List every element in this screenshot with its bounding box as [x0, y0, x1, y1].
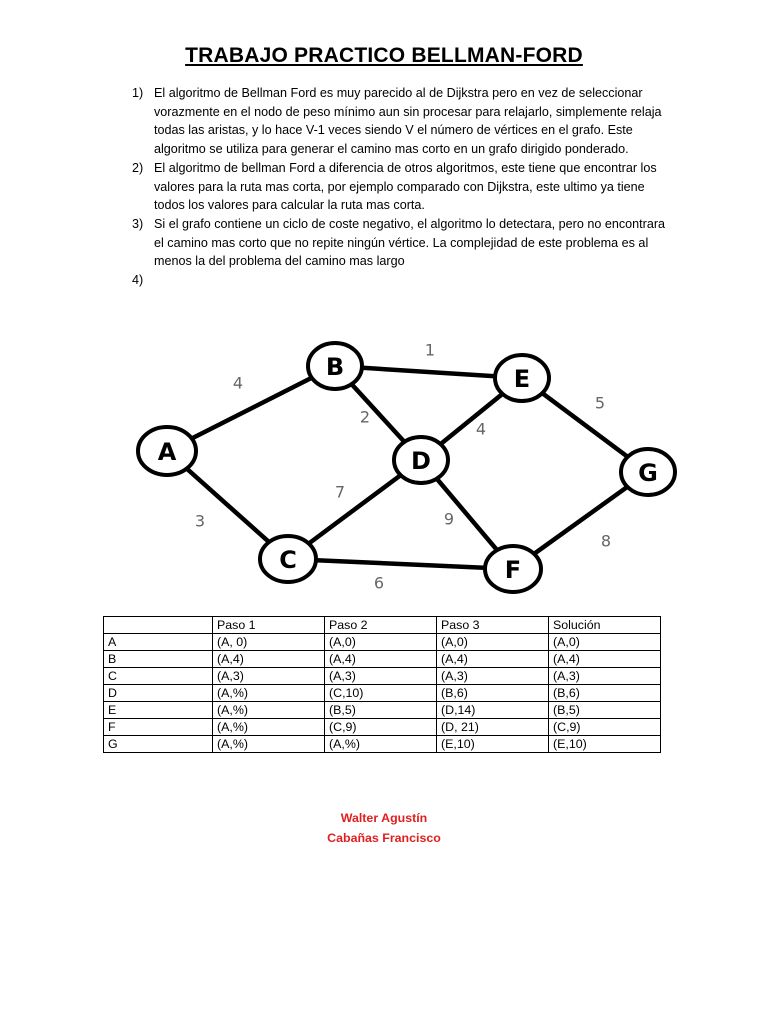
weight-b-d: 2: [359, 407, 371, 427]
table-cell: (A, 0): [213, 634, 325, 651]
table-cell: (A,4): [325, 651, 437, 668]
weight-c-f: 6: [373, 573, 385, 593]
column-header: Paso 1: [213, 617, 325, 634]
weight-b-e: 1: [424, 340, 436, 360]
weight-a-c: 3: [194, 511, 206, 531]
table-row: [104, 668, 661, 685]
list-item: [132, 84, 672, 159]
list-item: [132, 159, 672, 215]
table-row: [104, 651, 661, 668]
list-item: [132, 215, 672, 271]
table-cell: (A,%): [213, 685, 325, 702]
weight-c-d: 7: [334, 482, 346, 502]
table-cell: E: [104, 702, 213, 719]
table-cell: (E,10): [437, 736, 549, 753]
column-header: Solución: [549, 617, 661, 634]
table-cell: (C,9): [549, 719, 661, 736]
item-text: El algoritmo de Bellman Ford es muy parecido al de Dijkstra pero en vez de seleccionar vorazmente en el nodo de peso mínimo aun sin procesar para relajarlo, simplemente relaja todas las aristas, y lo hace V-1 veces siendo V el número de vértices en el grafo. Este algoritmo se utiliza para generar el camino mas corto en un grafo dirigido ponderado.: [154, 86, 662, 157]
weight-a-b: 4: [232, 373, 244, 393]
table-cell: (A,0): [549, 634, 661, 651]
table-row: [104, 634, 661, 651]
answer-list: [132, 84, 672, 290]
node-label-e: E: [513, 365, 531, 393]
authors-block: [0, 808, 768, 848]
table-cell: (A,0): [437, 634, 549, 651]
node-label-b: B: [325, 353, 345, 381]
weight-d-f: 9: [443, 509, 455, 529]
node-label-c: C: [279, 546, 297, 574]
table-cell: (B,5): [325, 702, 437, 719]
table-cell: (A,4): [437, 651, 549, 668]
author-name: Walter Agustín: [340, 811, 428, 825]
table-cell: (A,%): [213, 719, 325, 736]
item-text: El algoritmo de bellman Ford a diferencia de otros algoritmos, este tiene que encontrar los valores para la ruta mas corta, por ejemplo comparado con Dijkstra, este ultimo ya tiene todos los valores para calcular la ruta mas corta.: [154, 160, 657, 213]
edge-c-f: [288, 559, 513, 569]
table-cell: (A,0): [325, 634, 437, 651]
table-row: [104, 736, 661, 753]
bellman-ford-table: [103, 616, 661, 753]
table-header-row: [104, 617, 661, 634]
page-title: TRABAJO PRACTICO BELLMAN-FORD: [185, 44, 583, 67]
table-cell: A: [104, 634, 213, 651]
weight-e-g: 5: [594, 393, 606, 413]
node-label-a: A: [157, 438, 177, 466]
column-header: Paso 2: [325, 617, 437, 634]
weight-d-e: 4: [475, 419, 487, 439]
table-cell: F: [104, 719, 213, 736]
item-text: [154, 271, 672, 290]
table-cell: (A,3): [437, 668, 549, 685]
table-cell: (A,3): [549, 668, 661, 685]
table-cell: (A,%): [325, 736, 437, 753]
table-cell: (A,%): [213, 702, 325, 719]
table-cell: B: [104, 651, 213, 668]
table-cell: (E,10): [549, 736, 661, 753]
table-cell: (B,6): [437, 685, 549, 702]
table-row: [104, 685, 661, 702]
table-cell: G: [104, 736, 213, 753]
list-item: [132, 271, 672, 290]
node-label-f: F: [504, 556, 522, 584]
table-cell: (A,%): [213, 736, 325, 753]
table-cell: (A,4): [213, 651, 325, 668]
table-row: [104, 719, 661, 736]
item-number: 3): [132, 216, 144, 231]
table-cell: (A,3): [325, 668, 437, 685]
table-cell: D: [104, 685, 213, 702]
item-number: 2): [132, 160, 144, 175]
node-label-g: G: [638, 459, 658, 487]
item-number: 4): [132, 273, 144, 288]
table-row: [104, 702, 661, 719]
table-cell: (A,3): [213, 668, 325, 685]
table-cell: (B,5): [549, 702, 661, 719]
table-cell: (D,14): [437, 702, 549, 719]
table-cell: C: [104, 668, 213, 685]
table-cell: (C,9): [325, 719, 437, 736]
item-number: 1): [132, 86, 144, 100]
item-text: Si el grafo contiene un ciclo de coste negativo, el algoritmo lo detectara, pero no encontrara el camino mas corto que no repite ningún vértice. La complejidad de este problema es al menos la del problema del camino mas largo: [154, 216, 666, 269]
table-cell: (D, 21): [437, 719, 549, 736]
column-header: [104, 617, 213, 634]
table-cell: (C,10): [325, 685, 437, 702]
table-cell: (A,4): [549, 651, 661, 668]
node-label-d: D: [411, 447, 431, 475]
table-cell: (B,6): [549, 685, 661, 702]
column-header: Paso 3: [437, 617, 549, 634]
graph-diagram: [0, 330, 768, 600]
weight-f-g: 8: [600, 531, 612, 551]
author-name: Cabañas Francisco: [327, 831, 441, 845]
